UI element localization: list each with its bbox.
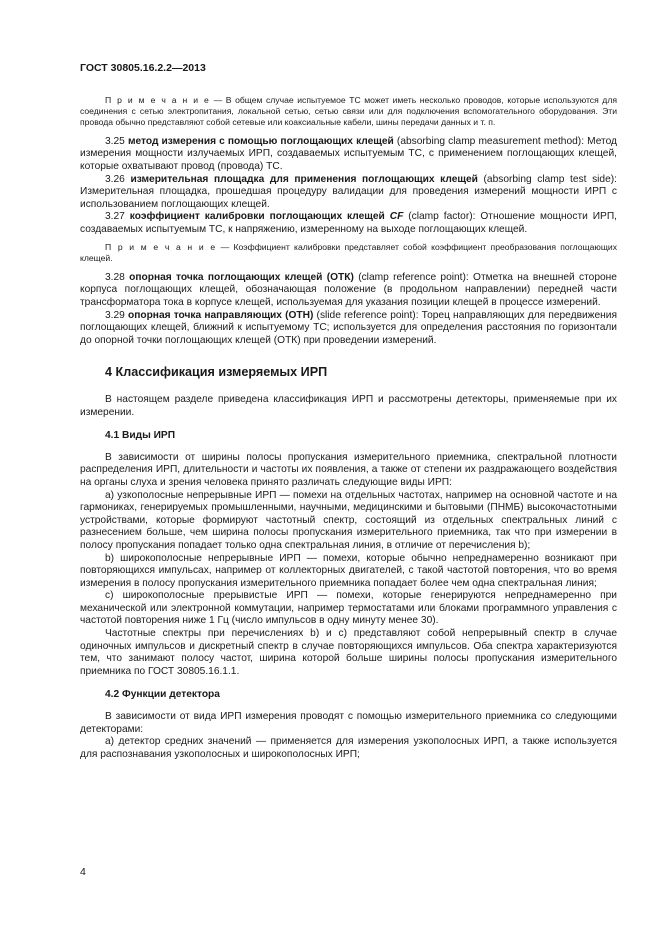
- term-number: 3.29: [105, 309, 128, 321]
- section-4-1-spectra-paragraph: Частотные спектры при перечислениях b) и c) представляют собой непрерывный спектр в случае одиночных импульсов и дискретный спектр в случае повторяющихся импульсов. Оба спектра характеризуются тем, что занимают полосу частот, ширина которой больше ширины полосы пропускания измерительного приемника по ГОСТ 30805.16.1.1.: [80, 628, 617, 677]
- term-number: 3.25: [105, 135, 128, 147]
- term-name: опорная точка направляющих (ОТН): [127, 309, 314, 321]
- term-number: 3.28: [105, 271, 130, 283]
- section-4-1-heading: 4.1 Виды ИРП: [105, 430, 176, 442]
- term-name: метод измерения с помощью поглощающих клещей: [127, 135, 394, 147]
- note-label: П р и м е ч а н и е: [105, 241, 217, 252]
- term-3-27: [80, 211, 617, 236]
- list-item-a: а) узкополосные непрерывные ИРП — помехи на отдельных частотах, например на основной частоте и на гармониках, генерируемых промышленными, научными, медицинскими и бытовыми (ПНМБ) высокочастотными устройствами, которые формируют частотный спектр, состоящий из отдельных спектральных линий с разнесением больше, чем ширина полосы пропускания измерительного приемника, так что при измерении в полосу пропускания попадает только одна спектральная линия, в отличие от перечисления b);: [80, 489, 617, 551]
- page-header: ГОСТ 30805.16.2.2—2013: [80, 62, 206, 74]
- term-name: коэффициент калибровки поглощающих клещей: [129, 211, 390, 223]
- term-definition: (absorbing clamp test side): Измерительная площадка, прошедшая процедуру валидации для проведения измерений мощности ИРП с использованием поглощающих клещей.: [80, 173, 617, 210]
- note-2: [80, 242, 617, 264]
- term-definition: (slide reference point): Торец направляющих для передвижения поглощающих клещей, ближний к испытуемому ТС; используется для определения расстояния по горизонтали до опорной точки поглощающих клещей (ОТК) при проведении измерений.: [80, 309, 617, 346]
- term-3-28: [80, 272, 617, 310]
- term-definition: (clamp factor): Отношение мощности ИРП, создаваемых испытуемым ТС, к напряжению, измеренному на выходе поглощающих клещей.: [80, 211, 617, 236]
- term-name: опорная точка поглощающих клещей (ОТК): [129, 271, 354, 283]
- detector-item-a: а) детектор средних значений — применяется для измерения узкополосных ИРП, а также используется для распознавания узкополосных и широкополосных ИРП;: [80, 736, 617, 760]
- note-label: П р и м е ч а н и е: [105, 94, 211, 105]
- term-number: 3.26: [105, 173, 131, 185]
- note-1: [80, 95, 617, 128]
- section-4-intro: В настоящем разделе приведена классификация ИРП и рассмотрены детекторы, применяемые при их измерении.: [80, 393, 617, 418]
- list-item-b: b) широкополосные непрерывные ИРП — помехи, которые обычно непреднамеренно возникают при повторяющихся импульсах, например от коллекторных двигателей, с такой частотой повторения, что во время измерения в полосу пропускания измерительного приемника попадает более чем одна спектральная линия;: [80, 552, 617, 589]
- term-name: измерительная площадка для применения поглощающих клещей: [130, 173, 478, 185]
- term-definition: (absorbing clamp measurement method): Метод измерения мощности излучаемых ИРП, создаваемых испытуемым ТС, с применением поглощающих клещей, которые охватывают провод (провода) ТС.: [80, 135, 617, 173]
- list-item-c: c) широкополосные прерывистые ИРП — помехи, которые генерируются непреднамеренно при механической или электронной коммутации, например термостатами или блоками программного управления с частотой повторения ниже 1 Гц (число импульсов в одну минуту менее 30).: [80, 590, 617, 627]
- section-4-2-paragraph: В зависимости от вида ИРП измерения проводят с помощью измерительного приемника со следующими детекторами:: [80, 711, 617, 735]
- term-3-29: [80, 310, 617, 348]
- section-4-1-paragraph: В зависимости от ширины полосы пропускания измерительного приемника, спектральной плотности распределения ИРП, длительности и частоты их появления, а также от степени их раздражающего воздействия на органы слуха и зрения человека принято различать следующие виды ИРП:: [80, 451, 617, 488]
- section-4-heading: 4 Классификация измеряемых ИРП: [105, 365, 328, 380]
- section-4-2-heading: 4.2 Функции детектора: [105, 689, 220, 701]
- term-definition: (clamp reference point): Отметка на внешней стороне корпуса поглощающих клещей, обозначающая положение (в продольном направлении) передней части трансформатора тока в корпусе клещей, используемая для указания позиции клещей в процессе измерений.: [80, 271, 617, 308]
- note-text: — Коэффициент калибровки представляет собой коэффициент преобразования поглощающих клещей.: [80, 241, 617, 263]
- page-number: 4: [80, 866, 86, 878]
- note-text: — В общем случае испытуемое ТС может иметь несколько проводов, которые используются для соединения с сетью электропитания, локальной сетью, сетью связи или для подключения вспомогательного оборудования. Эти провода обычно представляют собой сетевые или коаксиальные кабели, шины передачи данных и т. п.: [80, 94, 617, 127]
- term-3-26: [80, 174, 617, 212]
- term-3-25: [80, 136, 617, 174]
- term-number: 3.27: [105, 211, 130, 223]
- term-symbol: CF: [389, 211, 404, 223]
